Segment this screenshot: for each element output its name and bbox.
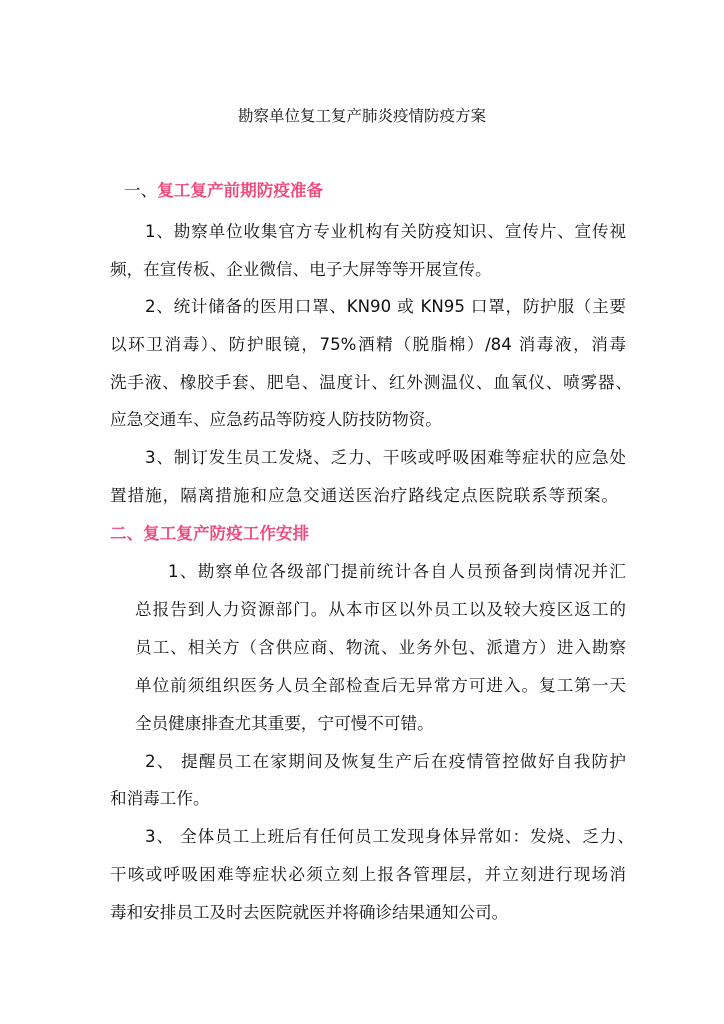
section-1-title: 复工复产前期防疫准备 [157,181,324,200]
paragraph-line: 和消毒工作。 [110,789,210,808]
paragraph-line: 干咳或呼吸困难等症状必须立刻上报各管理层，并立刻进行现场消 [110,865,626,884]
paragraph-line: 1、勘察单位收集官方专业机构有关防疫知识、宣传片、宣传视 [145,222,626,241]
paragraph-line: 单位前须组织医务人员全部检查后无异常方可进入。复工第一天 [135,676,626,695]
paragraph-line: 3、 全体员工上班后有任何员工发现身体异常如：发烧、乏力、 [145,827,634,846]
section-1-heading [124,180,323,202]
paragraph-line: 2、统计储备的医用口罩、KN90 或 KN95 口罩，防护服（主要 [145,297,626,316]
paragraph-line: 员工、相关方（含供应商、物流、业务外包、派遣方）进入勘察 [135,638,626,657]
paragraph-line: 2、 提醒员工在家期间及恢复生产后在疫情管控做好自我防护 [145,752,626,771]
paragraph-line: 洗手液、橡胶手套、肥皂、温度计、红外测温仪、血氧仪、喷雾器、 [110,373,632,392]
paragraph-line: 3、制订发生员工发烧、乏力、干咳或呼吸困难等症状的应急处 [145,448,626,467]
paragraph-line: 总报告到人力资源部门。从本市区以外员工以及较大疫区返工的 [135,600,626,619]
paragraph-line: 应急交通车、应急药品等防疫人防技防物资。 [110,410,442,429]
section-2-heading: 二、复工复产防疫工作安排 [110,524,310,543]
paragraph-line: 以环卫消毒）、防护眼镜，75%酒精（脱脂棉）/84 消毒液，消毒 [110,335,626,354]
paragraph-line: 全员健康排查尤其重要，宁可慢不可错。 [135,714,434,733]
paragraph-line: 频，在宣传板、企业微信、电子大屏等等开展宣传。 [110,260,492,279]
paragraph-line: 毒和安排员工及时去医院就医并将确诊结果通知公司。 [110,903,509,922]
paragraph-line: 1、勘察单位各级部门提前统计各自人员预备到岗情况并汇 [168,562,626,581]
section-1-prefix: 一、 [124,181,158,200]
paragraph-line: 置措施，隔离措施和应急交通送医治疗路线定点医院联系等预案。 [110,486,618,505]
document-title: 勘察单位复工复产肺炎疫情防疫方案 [237,107,486,125]
